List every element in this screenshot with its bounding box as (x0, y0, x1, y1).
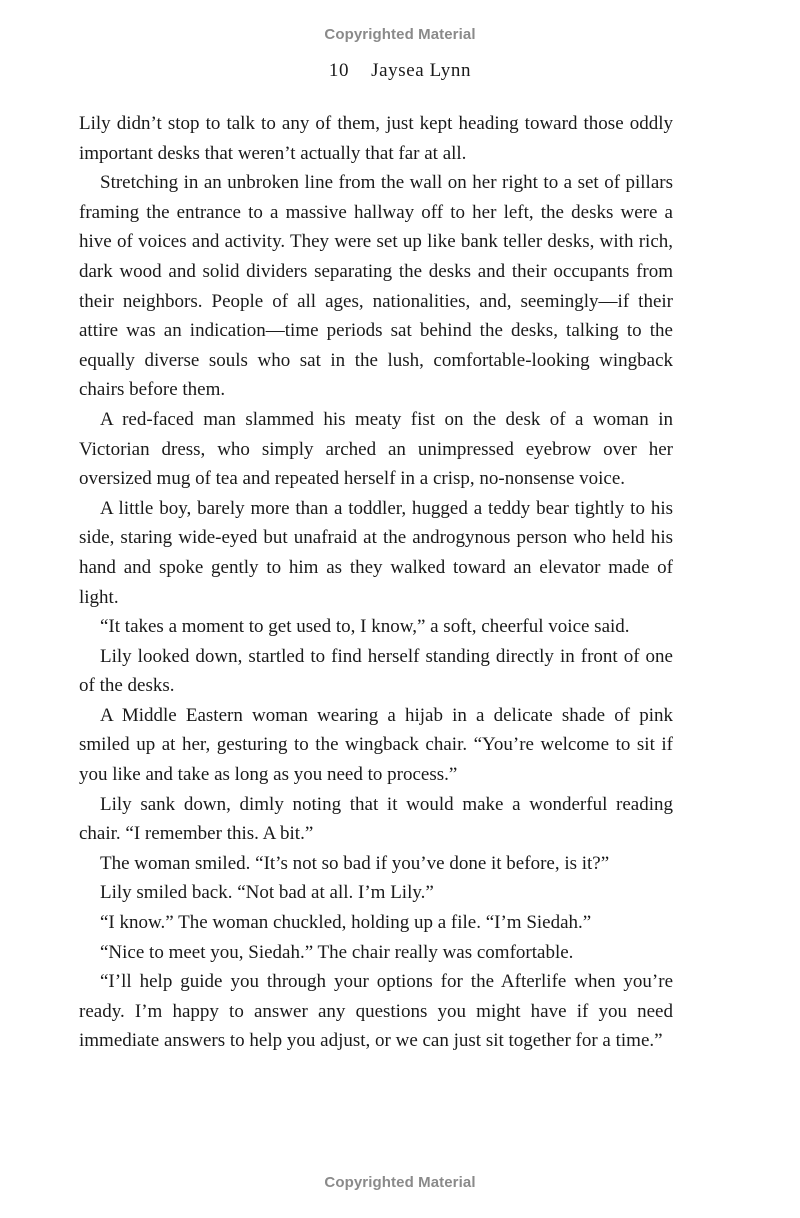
page-number: 10 (328, 60, 350, 81)
paragraph: A red-faced man slammed his meaty fist on the desk of a woman in Victorian dress, who simply arched an unimpressed eyebrow over her oversized mug of tea and repeated herself in a crisp, no-nonsense voice. (79, 408, 673, 490)
paragraph: Stretching in an unbroken line from the wall on her right to a set of pillars framing the entrance to a massive hallway off to her left, the desks were a hive of voices and activity. They were set up like bank teller desks, with rich, dark wood and solid dividers separating the desks and their occupants from their neighbors. People of all ages, nationalities, and, seemingly—if their attire was an indication—time periods sat behind the desks, talking to the equally diverse souls who sat in the lush, comfortable-looking wingback chairs before them. (79, 172, 673, 401)
paragraph: “I’ll help guide you through your options for the Afterlife when you’re ready. I’m happy to answer any questions you might have if you need immediate answers to help you adjust, or we can just sit together for a time.” (79, 971, 673, 1052)
author-name: Jaysea Lynn (371, 60, 472, 81)
paragraph: “I know.” The woman chuckled, holding up a file. “I’m Siedah.” (100, 912, 592, 934)
running-header (0, 60, 800, 82)
paragraph: A Middle Eastern woman wearing a hijab in a delicate shade of pink smiled up at her, gesturing to the wingback chair. “You’re welcome to sit if you like and take as long as you need to process.” (79, 704, 673, 786)
paragraph: Lily looked down, startled to find herself standing directly in front of one of the desks. (79, 645, 673, 697)
paragraph: A little boy, barely more than a toddler, hugged a teddy bear tightly to his side, staring wide-eyed but unafraid at the androgynous person who held his hand and spoke gently to him as they walked toward an elevator made of light. (79, 497, 673, 608)
copyright-watermark-top: Copyrighted Material (324, 26, 476, 43)
paragraph: “It takes a moment to get used to, I know,” a soft, cheerful voice said. (100, 616, 630, 638)
paragraph: “Nice to meet you, Siedah.” The chair really was comfortable. (100, 941, 574, 963)
page-body (79, 109, 673, 1056)
paragraph: Lily smiled back. “Not bad at all. I’m Lily.” (100, 882, 434, 904)
paragraph: Lily didn’t stop to talk to any of them, just kept heading toward those oddly important desks that weren’t actually that far at all. (79, 113, 673, 164)
copyright-watermark-bottom: Copyrighted Material (324, 1174, 476, 1191)
paragraph: The woman smiled. “It’s not so bad if you’ve done it before, is it?” (100, 852, 610, 874)
paragraph: Lily sank down, dimly noting that it would make a wonderful reading chair. “I remember this. A bit.” (79, 793, 673, 845)
